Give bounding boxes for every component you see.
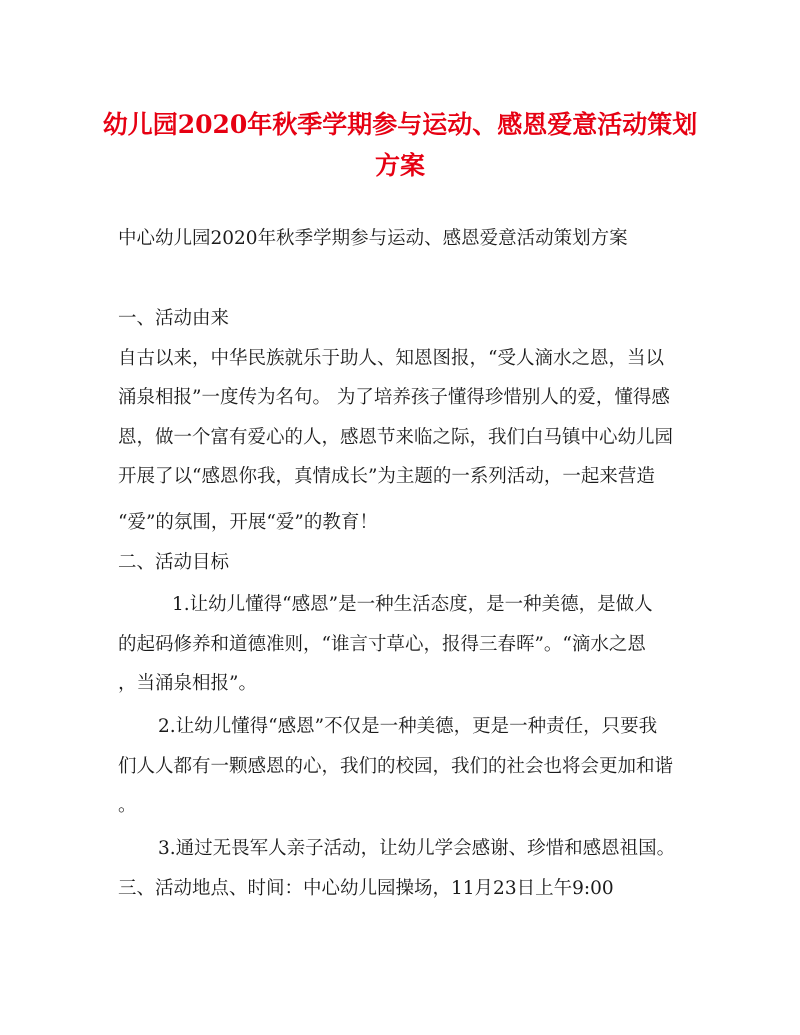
document-subtitle: 中心幼儿园2020年秋季学期参与运动、感恩爱意活动策划方案 (118, 228, 628, 249)
section-heading-goals: 二、活动目标 (118, 552, 230, 573)
paragraph-line: “爱”的氛围，开展“爱”的教育！ (118, 512, 378, 533)
goal-1-line: 1.让幼儿懂得“感恩”是一种生活态度，是一种美德，是做人 (172, 594, 653, 615)
section-heading-location-time: 三、活动地点、时间：中心幼儿园操场，11月23日上午9:00 (118, 878, 614, 899)
paragraph-line: 自古以来，中华民族就乐于助人、知恩图报，“受人滴水之恩，当以 (118, 348, 664, 369)
section-heading-origin: 一、活动由来 (118, 308, 230, 329)
document-title-line-2: 方案 (374, 151, 425, 180)
goal-2-line: 2.让幼儿懂得“感恩”不仅是一种美德，更是一种责任，只要我 (158, 716, 658, 737)
goal-3-line: 3.通过无畏军人亲子活动，让幼儿学会感谢、珍惜和感恩祖国。 (158, 838, 676, 859)
paragraph-line: 涌泉相报”一度传为名句。 为了培养孩子懂得珍惜别人的爱，懂得感 (118, 387, 670, 408)
goal-2-line: 。 (118, 795, 137, 816)
paragraph-line: 开展了以“感恩你我，真情成长”为主题的一系列活动，一起来营造 (118, 466, 655, 487)
goal-2-line: 们人人都有一颗感恩的心，我们的校园，我们的社会也将会更加和谐 (118, 756, 674, 777)
goal-1-line: 的起码修养和道德准则，“谁言寸草心，报得三春晖”。“滴水之恩 (118, 634, 646, 655)
goal-1-line: ，当涌泉相报”。 (118, 673, 257, 694)
document-title-line-1: 幼儿园2020年秋季学期参与运动、感恩爱意活动策划 (102, 110, 698, 139)
paragraph-line: 恩，做一个富有爱心的人，感恩节来临之际，我们白马镇中心幼儿园 (118, 427, 674, 448)
